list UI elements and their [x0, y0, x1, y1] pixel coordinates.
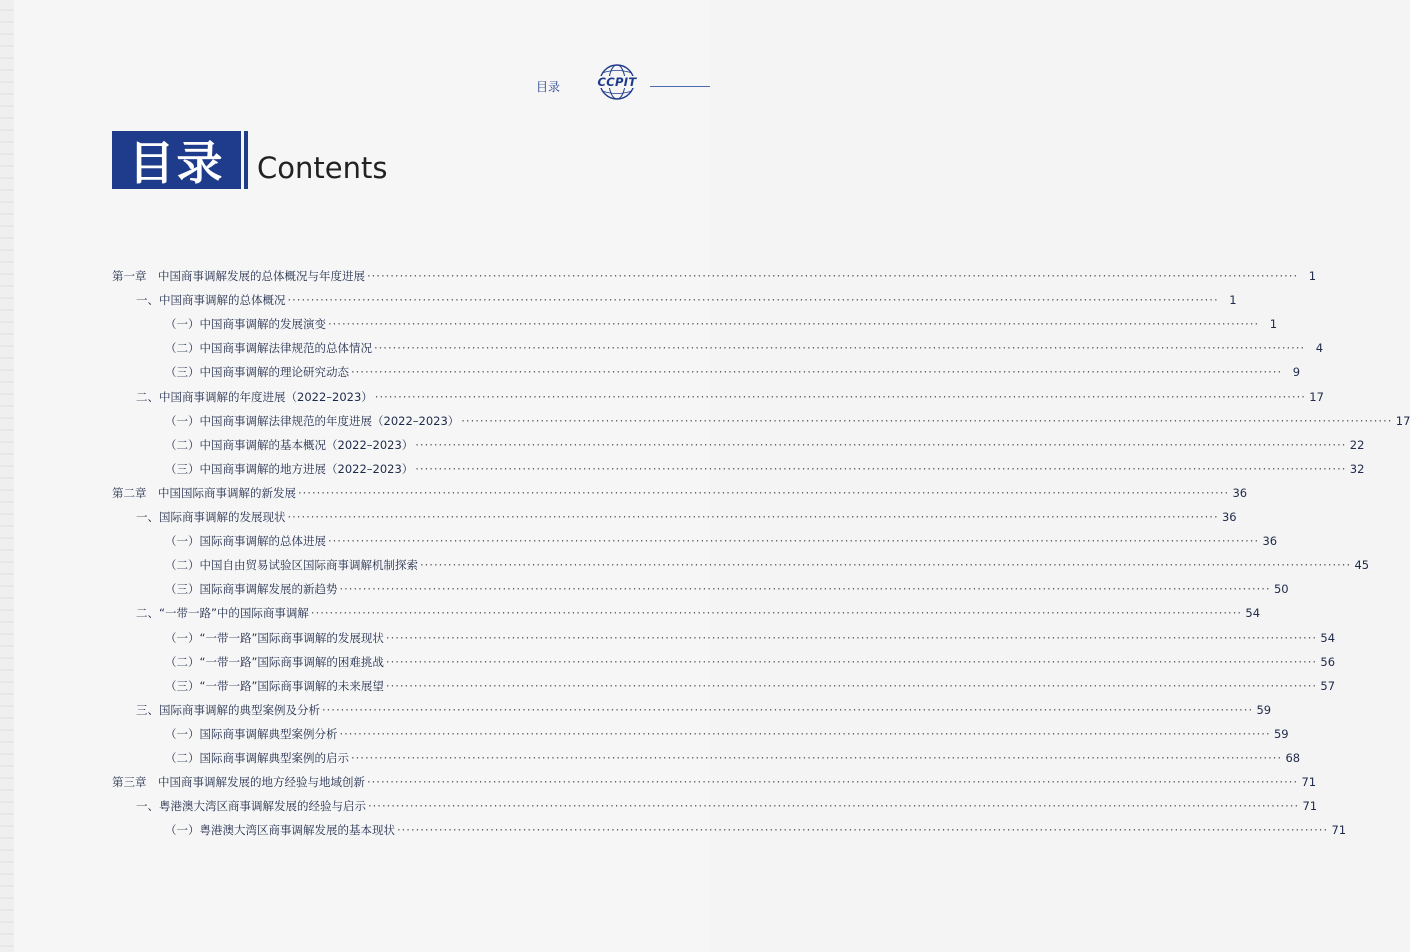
- toc-entry[interactable]: [136, 798, 1318, 814]
- toc-leader-dots: ········································································································································································································: [397, 823, 1329, 838]
- toc-entry-title: 一、中国商事调解的总体概况: [136, 293, 286, 308]
- toc-entry[interactable]: [165, 364, 1301, 380]
- toc-entry-title: 第二章 中国国际商事调解的新发展: [112, 485, 296, 500]
- toc-entry[interactable]: [165, 461, 1365, 477]
- toc-leader-dots: ········································································································································································································: [367, 775, 1299, 790]
- toc-entry[interactable]: [165, 678, 1336, 694]
- toc-entry-title: （一）粤港澳大湾区商事调解发展的基本现状: [165, 823, 395, 838]
- toc-entry-title: （三）国际商事调解发展的新趋势: [165, 582, 338, 597]
- toc-leader-dots: ········································································································································································································: [328, 317, 1260, 332]
- toc-page-number: 68: [1285, 751, 1301, 765]
- toc-entry-title: （三）中国商事调解的理论研究动态: [165, 365, 349, 380]
- toc-leader-dots: ········································································································································································································: [322, 702, 1254, 717]
- toc-entry-title: 第一章 中国商事调解发展的总体概况与年度进展: [112, 269, 365, 283]
- page-binding-edge: [0, 0, 15, 952]
- toc-entry[interactable]: [112, 774, 1317, 790]
- toc-entry-title: （二）中国商事调解法律规范的总体情况: [165, 341, 372, 356]
- toc-entry-title: 二、中国商事调解的年度进展（2022–2023）: [136, 389, 373, 404]
- toc-leader-dots: ········································································································································································································: [374, 389, 1306, 404]
- toc-entry[interactable]: [136, 605, 1261, 621]
- toc-page-number: 71: [1301, 775, 1317, 790]
- toc-leader-dots: ········································································································································································································: [420, 558, 1352, 573]
- toc-leader-dots: ········································································································································································································: [328, 534, 1260, 549]
- logo-text: CCPIT: [597, 75, 637, 89]
- toc-entry-title: （三）中国商事调解的地方进展（2022–2023）: [165, 461, 414, 476]
- toc-page-number: 9: [1292, 365, 1301, 380]
- toc-entry-title: （二）国际商事调解典型案例的启示: [165, 751, 349, 765]
- toc-entry[interactable]: [165, 413, 1410, 429]
- toc-entry[interactable]: [112, 268, 1317, 284]
- toc-leader-dots: ········································································································································································································: [351, 365, 1283, 380]
- toc-page-number: 57: [1320, 678, 1336, 693]
- toc-entry[interactable]: [136, 702, 1272, 718]
- toc-page-number: 54: [1320, 630, 1336, 645]
- toc-entry-title: 三、国际商事调解的典型案例及分析: [136, 702, 320, 717]
- toc-entry-title: 第三章 中国商事调解发展的地方经验与地域创新: [112, 775, 365, 790]
- toc-leader-dots: ········································································································································································································: [339, 726, 1271, 741]
- toc-entry[interactable]: [165, 581, 1289, 597]
- toc-page-number: 4: [1315, 341, 1324, 356]
- toc-page-number: 36: [1232, 485, 1248, 500]
- toc-leader-dots: ········································································································································································································: [374, 341, 1306, 356]
- toc-entry[interactable]: [136, 509, 1237, 525]
- toc-leader-dots: ········································································································································································································: [339, 582, 1271, 597]
- document-page: [14, 0, 1410, 952]
- toc-entry-title: （一）“一带一路”国际商事调解的发展现状: [165, 630, 384, 645]
- toc-entry-title: （二）中国自由贸易试验区国际商事调解机制探索: [165, 558, 418, 573]
- toc-page-number: 50: [1273, 582, 1289, 597]
- toc-entry[interactable]: [165, 557, 1370, 573]
- toc-leader-dots: ········································································································································································································: [368, 799, 1300, 814]
- toc-page-number: 56: [1320, 654, 1336, 669]
- toc-leader-dots: ········································································································································································································: [310, 606, 1243, 621]
- toc-entry-title: 一、国际商事调解的发展现状: [136, 510, 286, 524]
- toc-page-number: 36: [1262, 534, 1278, 549]
- toc-leader-dots: ········································································································································································································: [415, 461, 1347, 476]
- toc-page-number: 17: [1395, 413, 1410, 428]
- toc-page-number: 17: [1309, 389, 1324, 404]
- toc-page-number: 45: [1354, 558, 1370, 573]
- header-rule: [650, 86, 710, 87]
- toc-entry-title: 一、粤港澳大湾区商事调解发展的经验与启示: [136, 799, 366, 814]
- toc-entry[interactable]: [165, 437, 1365, 453]
- toc-page-number: 32: [1349, 461, 1365, 476]
- toc-leader-dots: ········································································································································································································: [385, 630, 1318, 645]
- toc-entry[interactable]: [165, 340, 1324, 356]
- toc-entry[interactable]: [165, 533, 1278, 549]
- toc-entry[interactable]: [136, 292, 1237, 308]
- title-divider: [244, 131, 248, 189]
- toc-entry[interactable]: [165, 750, 1301, 766]
- title-en: Contents: [257, 151, 388, 185]
- toc-entry-title: （二）中国商事调解的基本概况（2022–2023）: [165, 437, 414, 452]
- toc-page-number: 36: [1221, 510, 1237, 524]
- toc-entry[interactable]: [165, 630, 1336, 646]
- title-zh: 目录: [112, 131, 241, 189]
- toc-leader-dots: ········································································································································································································: [461, 413, 1393, 428]
- toc-leader-dots: ········································································································································································································: [385, 678, 1318, 693]
- ccpit-logo: [588, 62, 646, 102]
- toc-entry[interactable]: [136, 389, 1324, 405]
- toc-entry[interactable]: [112, 485, 1248, 501]
- toc-entry[interactable]: [165, 822, 1347, 838]
- toc-page-number: 54: [1245, 606, 1261, 621]
- toc-page-number: 59: [1273, 726, 1289, 741]
- toc-entry-title: 二、“一带一路”中的国际商事调解: [136, 606, 309, 621]
- toc-entry-title: （一）中国商事调解法律规范的年度进展（2022–2023）: [165, 413, 460, 428]
- toc-entry-title: （三）“一带一路”国际商事调解的未来展望: [165, 678, 384, 693]
- toc-leader-dots: ········································································································································································································: [367, 269, 1299, 283]
- toc-page-number: 22: [1349, 437, 1365, 452]
- toc-page-number: 59: [1256, 702, 1272, 717]
- toc-entry[interactable]: [165, 726, 1289, 742]
- toc-entry-title: （一）国际商事调解典型案例分析: [165, 726, 338, 741]
- header-section-label: 目录: [536, 80, 561, 94]
- toc-leader-dots: ········································································································································································································: [415, 437, 1347, 452]
- toc-leader-dots: ········································································································································································································: [287, 510, 1219, 524]
- toc-page-number: 71: [1331, 823, 1347, 838]
- toc-entry-title: （一）中国商事调解的发展演变: [165, 317, 326, 332]
- toc-page-number: 1: [1269, 317, 1278, 332]
- toc-page-number: 71: [1302, 799, 1318, 814]
- toc-leader-dots: ········································································································································································································: [298, 485, 1230, 500]
- toc-page-number: 1: [1229, 293, 1237, 308]
- toc-entry[interactable]: [165, 316, 1278, 332]
- toc-entry-title: （二）“一带一路”国际商事调解的困难挑战: [165, 654, 384, 669]
- toc-leader-dots: ········································································································································································································: [385, 654, 1318, 669]
- toc-leader-dots: ········································································································································································································: [287, 293, 1219, 308]
- toc-leader-dots: ········································································································································································································: [351, 751, 1283, 765]
- toc-page-number: 1: [1308, 269, 1317, 283]
- toc-entry[interactable]: [165, 654, 1336, 670]
- toc-entry-title: （一）国际商事调解的总体进展: [165, 534, 326, 549]
